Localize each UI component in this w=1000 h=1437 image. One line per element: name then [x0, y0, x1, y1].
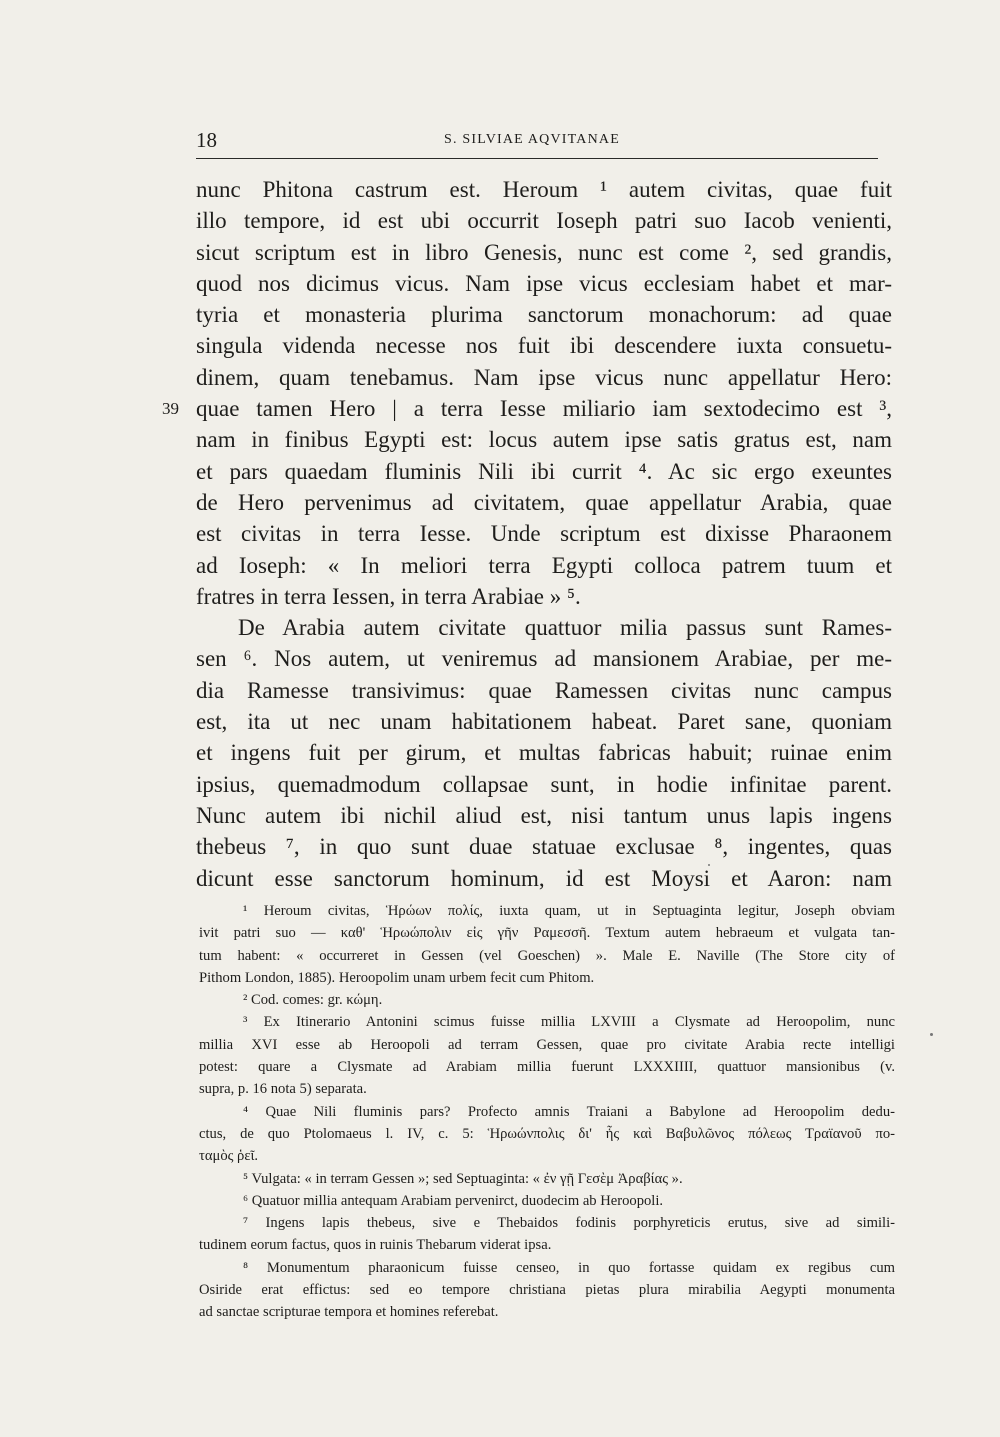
text-line: quod nos dicimus vicus. Nam ipse vicus ecclesiam habet et mar-: [196, 270, 892, 296]
text-line: sen ⁶. Nos autem, ut veniremus ad mansionem Arabiae, per me-: [196, 646, 892, 672]
footnote-line: supra, p. 16 nota 5) separata.: [199, 1081, 367, 1098]
main-text: [162, 174, 892, 894]
paper-speck: [708, 864, 710, 866]
footnote-line: ⁴ Quae Nili fluminis pars? Profecto amnis Traiani a Babylone ad Heroopolim dedu-: [243, 1103, 895, 1120]
footnote-line: ⁷ Ingens lapis thebeus, sive e Thebaidos fodinis porphyreticis erutus, sive ad simili-: [243, 1215, 895, 1232]
footnote-line: millia XVI esse ab Heroopoli ad terram Gessen, quae pro civitate Arabia recte intelligi: [199, 1036, 895, 1053]
text-line: Nunc autem ibi nichil aliud est, nisi tantum unus lapis ingens: [196, 802, 892, 828]
footnote-line: tudinem eorum factus, quos in ruinis Thebarum viderat ipsa.: [199, 1237, 552, 1254]
text-line: ipsius, quemadmodum collapsae sunt, in hodie infinitae parent.: [196, 771, 892, 797]
margin-line-number: 39: [162, 399, 179, 419]
footnote-line: ivit patri suo — καθ' Ἡρωώπολιν εἰς γῆν Ραμεσσῆ. Textum autem hebraeum et vulgata tan-: [199, 925, 895, 942]
text-line: singula videnda necesse nos fuit ibi descendere iuxta consuetu-: [196, 333, 892, 359]
footnote-line: ⁵ Vulgata: « in terram Gessen »; sed Septuaginta: « ἐν γῇ Γεσὲμ Ἀραβίας ».: [243, 1170, 683, 1187]
text-line: nam in finibus Egypti est: locus autem ipse satis gratus est, nam: [196, 427, 892, 453]
footnote-line: tum habent: « occurreret in Gessen (vel Goeschen) ». Male E. Naville (The Store city of: [199, 947, 895, 964]
footnote-line: ⁸ Monumentum pharaonicum fuisse censeo, in quo fortasse quidam ex regibus cum: [243, 1259, 895, 1276]
text-line: est, ita ut nec unam habitationem habeat. Paret sane, quoniam: [196, 709, 892, 735]
text-line: dinem, quam tenebamus. Nam ipse vicus nunc appellatur Hero:: [196, 364, 892, 390]
text-line: est civitas in terra Iesse. Unde scriptum est dixisse Pharaonem: [196, 521, 892, 547]
text-line: De Arabia autem civitate quattuor milia passus sunt Rames-: [238, 615, 892, 641]
footnote-line: Osiride erat effictus: sed eo tempore christiana pietas plura mirabilia Aegypti monumenta: [199, 1282, 895, 1299]
footnotes: [199, 900, 895, 1324]
text-line: ad Ioseph: « In meliori terra Egypti colloca patrem tuum et: [196, 552, 892, 578]
text-line: dicunt esse sanctorum hominum, id est Moysi et Aaron: nam: [196, 865, 892, 891]
running-title: S. SILVIAE AQVITANAE: [444, 132, 620, 147]
text-line: illo tempore, id est ubi occurrit Ioseph patri suo Iacob venienti,: [196, 208, 892, 234]
text-line: et ingens fuit per girum, et multas fabricas habuit; ruinae enim: [196, 740, 892, 766]
text-line: nunc Phitona castrum est. Heroum ¹ autem civitas, quae fuit: [196, 177, 892, 202]
text-line: thebeus ⁷, in quo sunt duae statuae exclusae ⁸, ingentes, quas: [196, 834, 892, 860]
paper-speck: [930, 1033, 933, 1036]
footnote-line: Pithom London, 1885). Heroopolim unam urbem fecit cum Phitom.: [199, 969, 595, 986]
footnote-line: ³ Ex Itinerario Antonini scimus fuisse millia LXVIII a Clysmate ad Heroopolim, nunc: [243, 1014, 895, 1031]
footnote-line: potest: quare a Clysmate ad Arabiam millia fuerunt LXXXIIII, quattuor mansionibus (v.: [199, 1059, 895, 1076]
text-line: tyria et monasteria plurima sanctorum monachorum: ad quae: [196, 302, 892, 328]
text-line-with-margin-number: [162, 393, 892, 424]
text-line: quae tamen Hero | a terra Iesse miliario iam sextodecimo est ³,: [196, 396, 892, 422]
footnote-line: ταμὸς ῥεῖ.: [199, 1148, 259, 1165]
footnote-line: ctus, de quo Ptolomaeus l. IV, c. 5: Ἡρωώνπολις δι' ἧς καὶ Βαβυλῶνος πόλεως Τραϊανοῦ πο-: [199, 1125, 895, 1142]
text-line: fratres in terra Iessen, in terra Arabiae » ⁵.: [196, 583, 581, 609]
text-line: dia Ramesse transivimus: quae Ramessen civitas nunc campus: [196, 677, 892, 703]
footnote-line: ¹ Heroum civitas, Ἡρώων πολίς, iuxta quam, ut in Septuaginta legitur, Joseph obviam: [243, 903, 895, 919]
text-line: sicut scriptum est in libro Genesis, nunc est come ², sed grandis,: [196, 239, 892, 265]
page-header: [196, 128, 876, 158]
footnote-line: ad sanctae scripturae tempora et homines referebat.: [199, 1304, 499, 1321]
text-line: et pars quaedam fluminis Nili ibi currit ⁴. Ac sic ergo exeuntes: [196, 458, 892, 484]
page-number: 18: [196, 128, 217, 152]
footnote-line: ⁶ Quatuor millia antequam Arabiam pervenirct, duodecim ab Heroopoli.: [243, 1192, 664, 1209]
footnote-line: ² Cod. comes: gr. κώμη.: [243, 992, 383, 1009]
text-line: de Hero pervenimus ad civitatem, quae appellatur Arabia, quae: [196, 489, 892, 515]
header-rule: [196, 158, 878, 159]
